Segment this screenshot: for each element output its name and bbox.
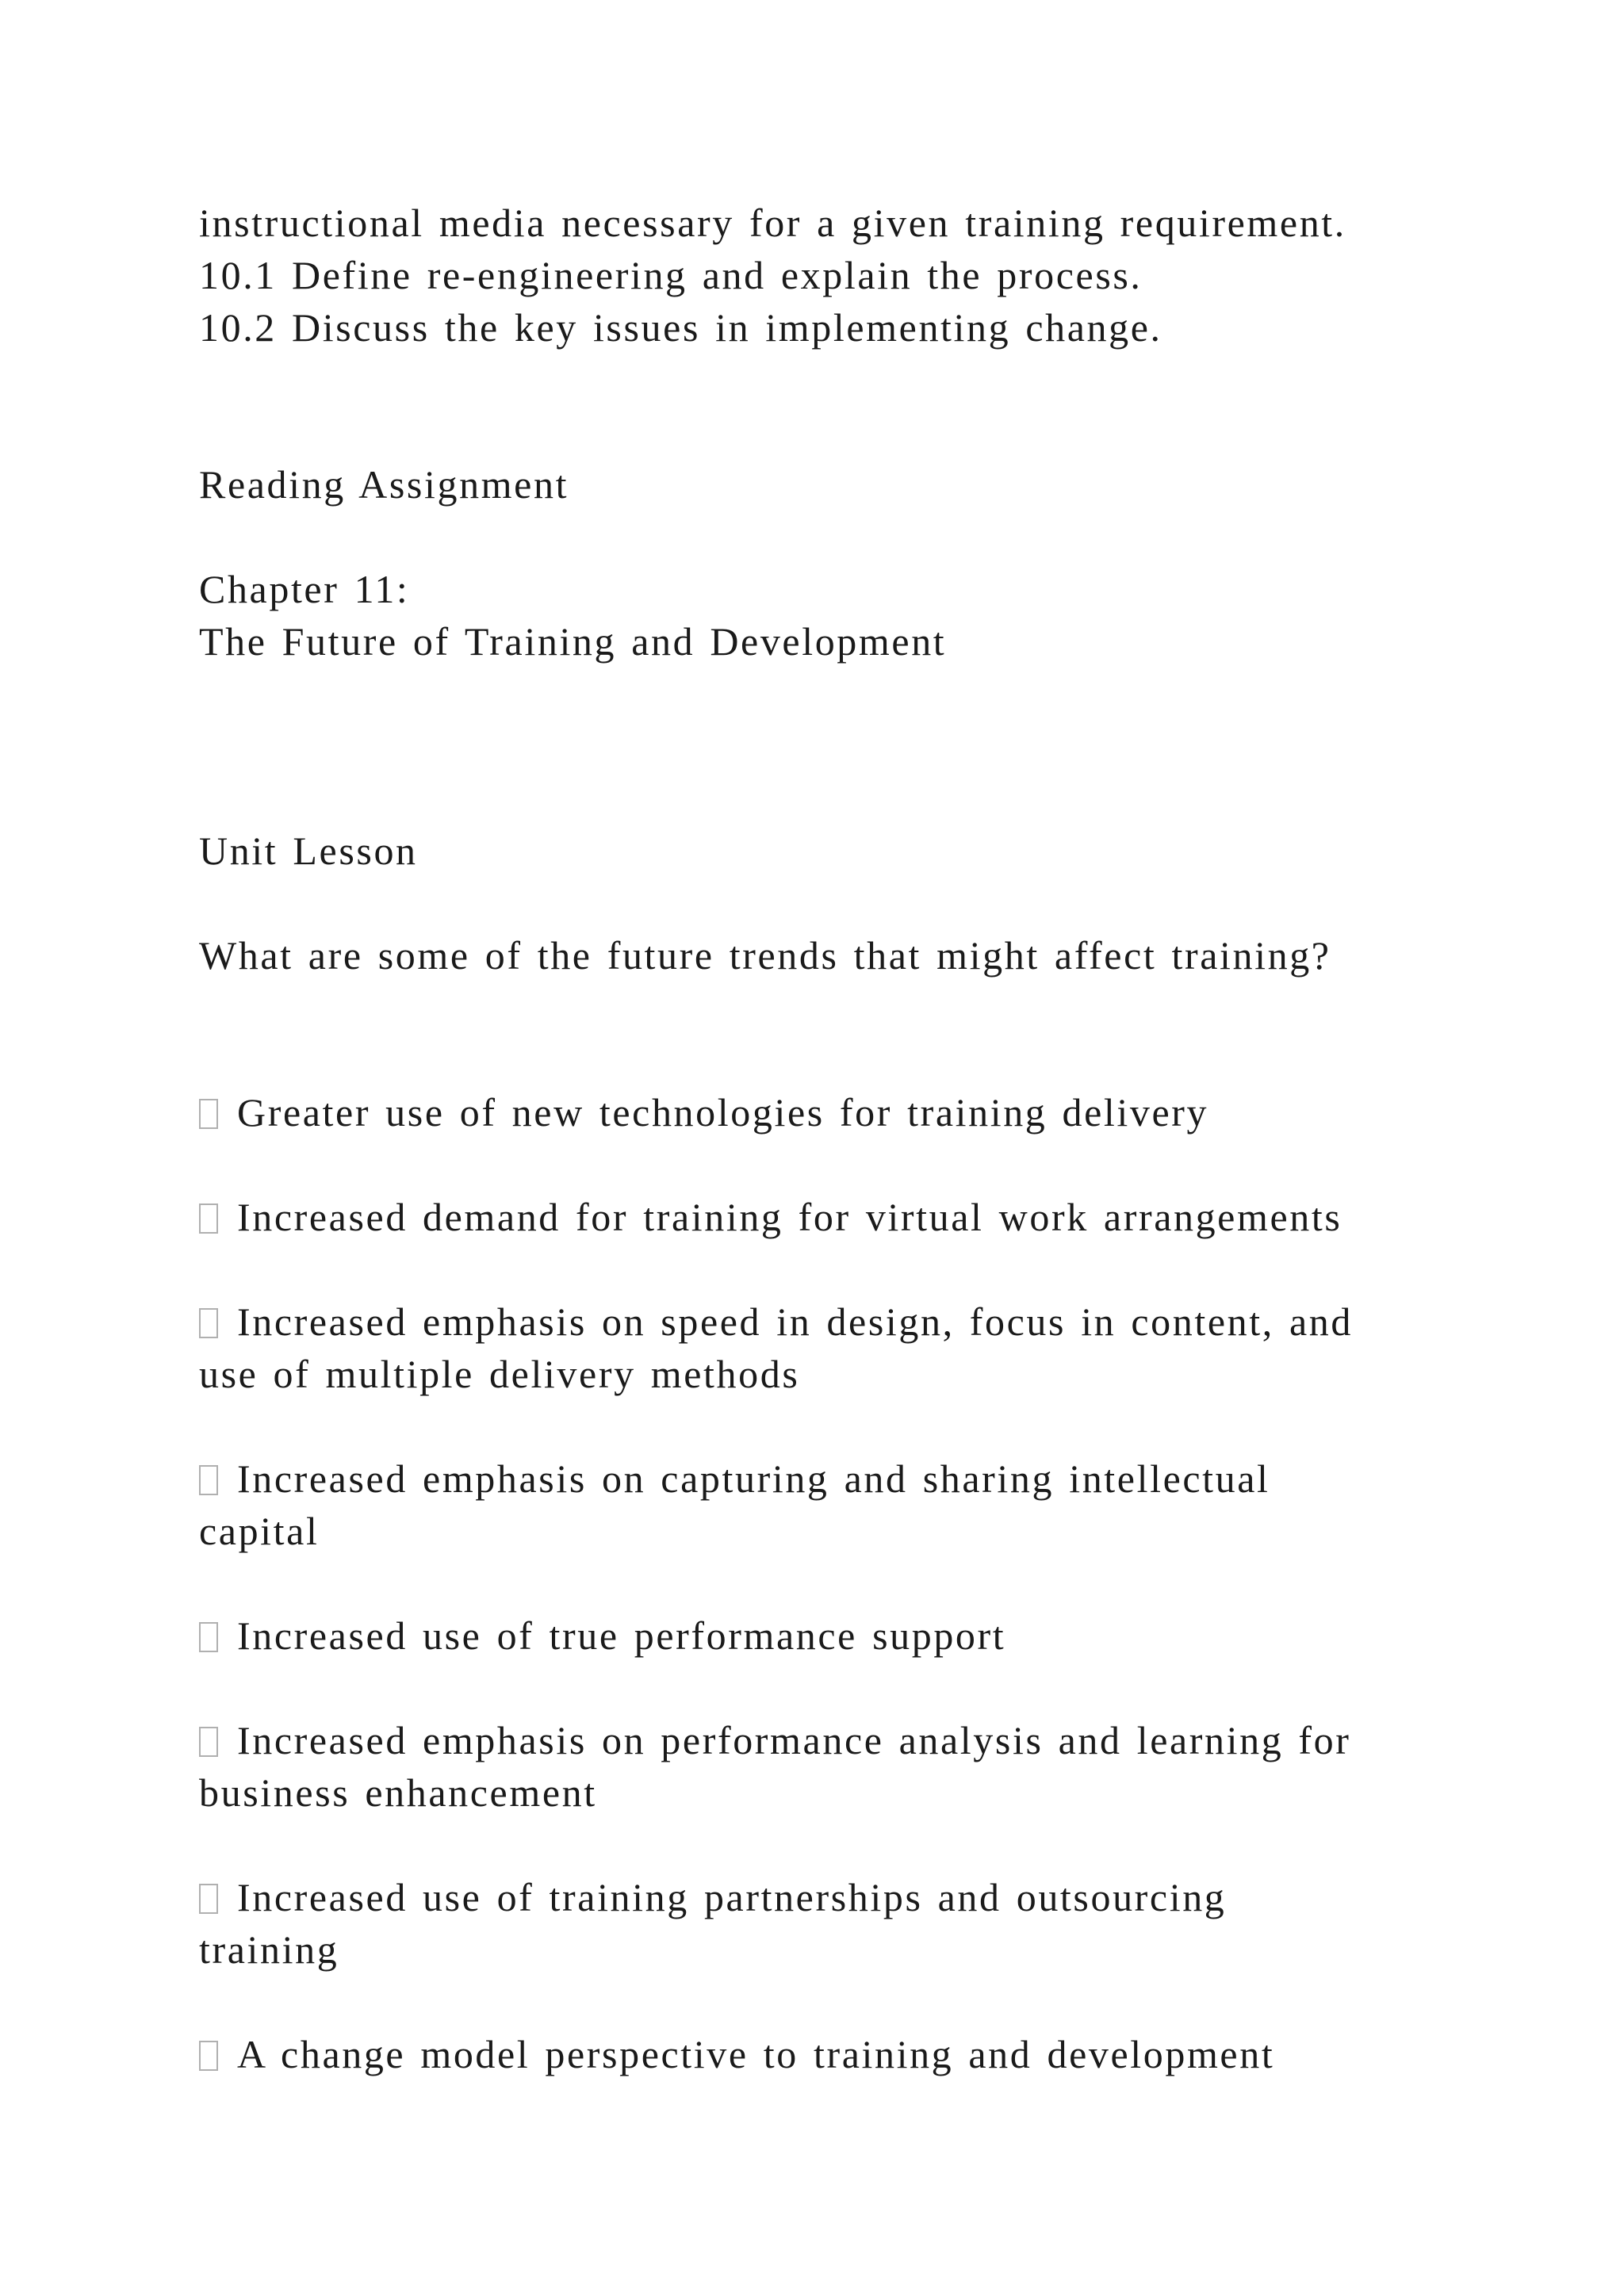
bullet-box-icon	[199, 1884, 218, 1914]
bullet-item	[199, 1452, 1270, 1505]
objective-line: instructional media necessary for a given training requirement.	[199, 201, 1346, 245]
objective-line: 10.1 Define re-engineering and explain the process.	[199, 253, 1143, 297]
bullet-box-icon	[199, 1203, 218, 1234]
bullet-item	[199, 1609, 1005, 1662]
unit-lesson-heading: Unit Lesson	[199, 828, 418, 873]
bullet-continuation: use of multiple delivery methods	[199, 1352, 800, 1396]
bullet-item	[199, 2028, 1274, 2080]
bullet-text: Increased use of training partnerships and outsourcing	[237, 1875, 1227, 1919]
bullet-item	[199, 1295, 1353, 1348]
bullet-box-icon	[199, 1622, 218, 1652]
bullet-text: Increased emphasis on performance analysis and learning for	[237, 1718, 1351, 1762]
bullet-text: A change model perspective to training and development	[237, 2032, 1275, 2076]
bullet-text: Increased emphasis on capturing and sharing intellectual	[237, 1456, 1270, 1501]
bullet-box-icon	[199, 1099, 218, 1129]
bullet-item	[199, 1086, 1208, 1138]
bullet-text: Increased use of true performance support	[237, 1613, 1006, 1658]
bullet-continuation: training	[199, 1927, 339, 1972]
bullet-box-icon	[199, 2041, 218, 2071]
bullet-item	[199, 1714, 1351, 1766]
chapter-title: The Future of Training and Development	[199, 619, 947, 664]
chapter-label: Chapter 11:	[199, 567, 410, 611]
bullet-box-icon	[199, 1308, 218, 1338]
bullet-item	[199, 1191, 1342, 1243]
bullet-box-icon	[199, 1727, 218, 1757]
objective-line: 10.2 Discuss the key issues in implementing change.	[199, 305, 1162, 350]
reading-assignment-heading: Reading Assignment	[199, 462, 569, 507]
bullet-text: Increased emphasis on speed in design, focus in content, and	[237, 1299, 1353, 1344]
bullet-box-icon	[199, 1465, 218, 1495]
bullet-continuation: capital	[199, 1509, 320, 1553]
lesson-question: What are some of the future trends that might affect training?	[199, 933, 1331, 978]
bullet-item	[199, 1871, 1226, 1923]
bullet-text: Increased demand for training for virtual work arrangements	[237, 1195, 1342, 1239]
bullet-continuation: business enhancement	[199, 1770, 597, 1815]
bullet-text: Greater use of new technologies for training delivery	[237, 1090, 1209, 1135]
